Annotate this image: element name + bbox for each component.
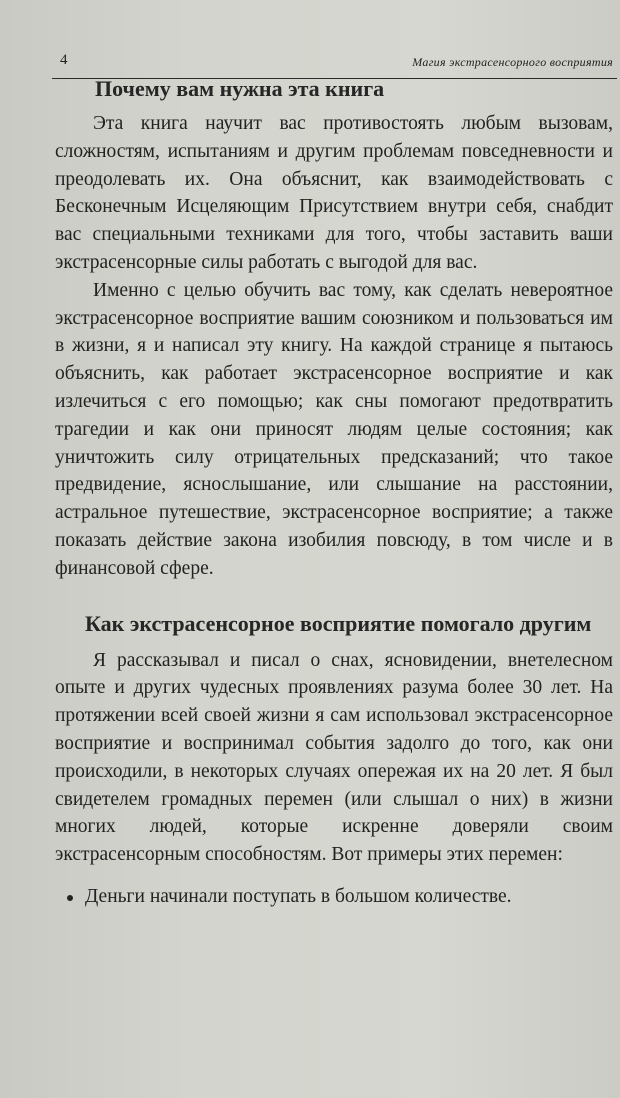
running-title: Магия экстрасенсорного восприятия bbox=[412, 55, 613, 69]
page-content bbox=[55, 74, 613, 911]
section-heading-why-book: Почему вам нужна эта книга bbox=[95, 76, 385, 101]
bullet-icon bbox=[67, 895, 73, 901]
paragraph: Я рассказывал и писал о снах, ясновидении, внетелесном опыте и других чудесных проявлениях разума более 30 лет. На протяжении всей своей жизни я сам использовал экстрасенсорное восприятие и воспринимал события задолго до того, как они происходили, в некоторых случаях опережая их на 20 лет. Я был свидетелем громадных перемен (или слышал о них) в жизни многих людей, которые искренне доверяли своим экстрасенсорным способностям. Вот примеры этих перемен: bbox=[55, 649, 613, 866]
paragraph: Именно с целью обучить вас тому, как сделать невероятное экстрасенсорное восприятие вашим союзником и пользоваться им в жизни, я и написал эту книгу. На каждой странице я пытаюсь объяснить, как работает экстрасенсорное восприятие и как излечиться с его помощью; как сны помогают предотвратить трагедии и как они приносят людям целые состояния; как уничтожить силу отрицательных предсказаний; что такое предвидение, яснослышание, или слышание на расстоянии, астральное путешествие, экстрасенсорное восприятие; а также показать действие закона изобилия повсюду, в том числе и в финансовой сфере. bbox=[55, 279, 613, 579]
list-item-text: Деньги начинали поступать в большом количестве. bbox=[85, 885, 512, 907]
section-heading-how-esp-helped: Как экстрасенсорное восприятие помогало другим bbox=[85, 610, 592, 636]
bullet-list bbox=[55, 883, 613, 911]
list-item bbox=[55, 883, 613, 911]
paragraph: Эта книга научит вас противостоять любым вызовам, сложностям, испытаниям и другим проблемам повседневности и преодолевать их. Она объяснит, как взаимодействовать с Бесконечным Исцеляющим Присутствием внутри себя, снабдит вас специальными техниками для того, чтобы заставить ваши экстрасенсорные силы работать с выгодой для вас. bbox=[55, 113, 613, 273]
page-number: 4 bbox=[60, 52, 68, 68]
